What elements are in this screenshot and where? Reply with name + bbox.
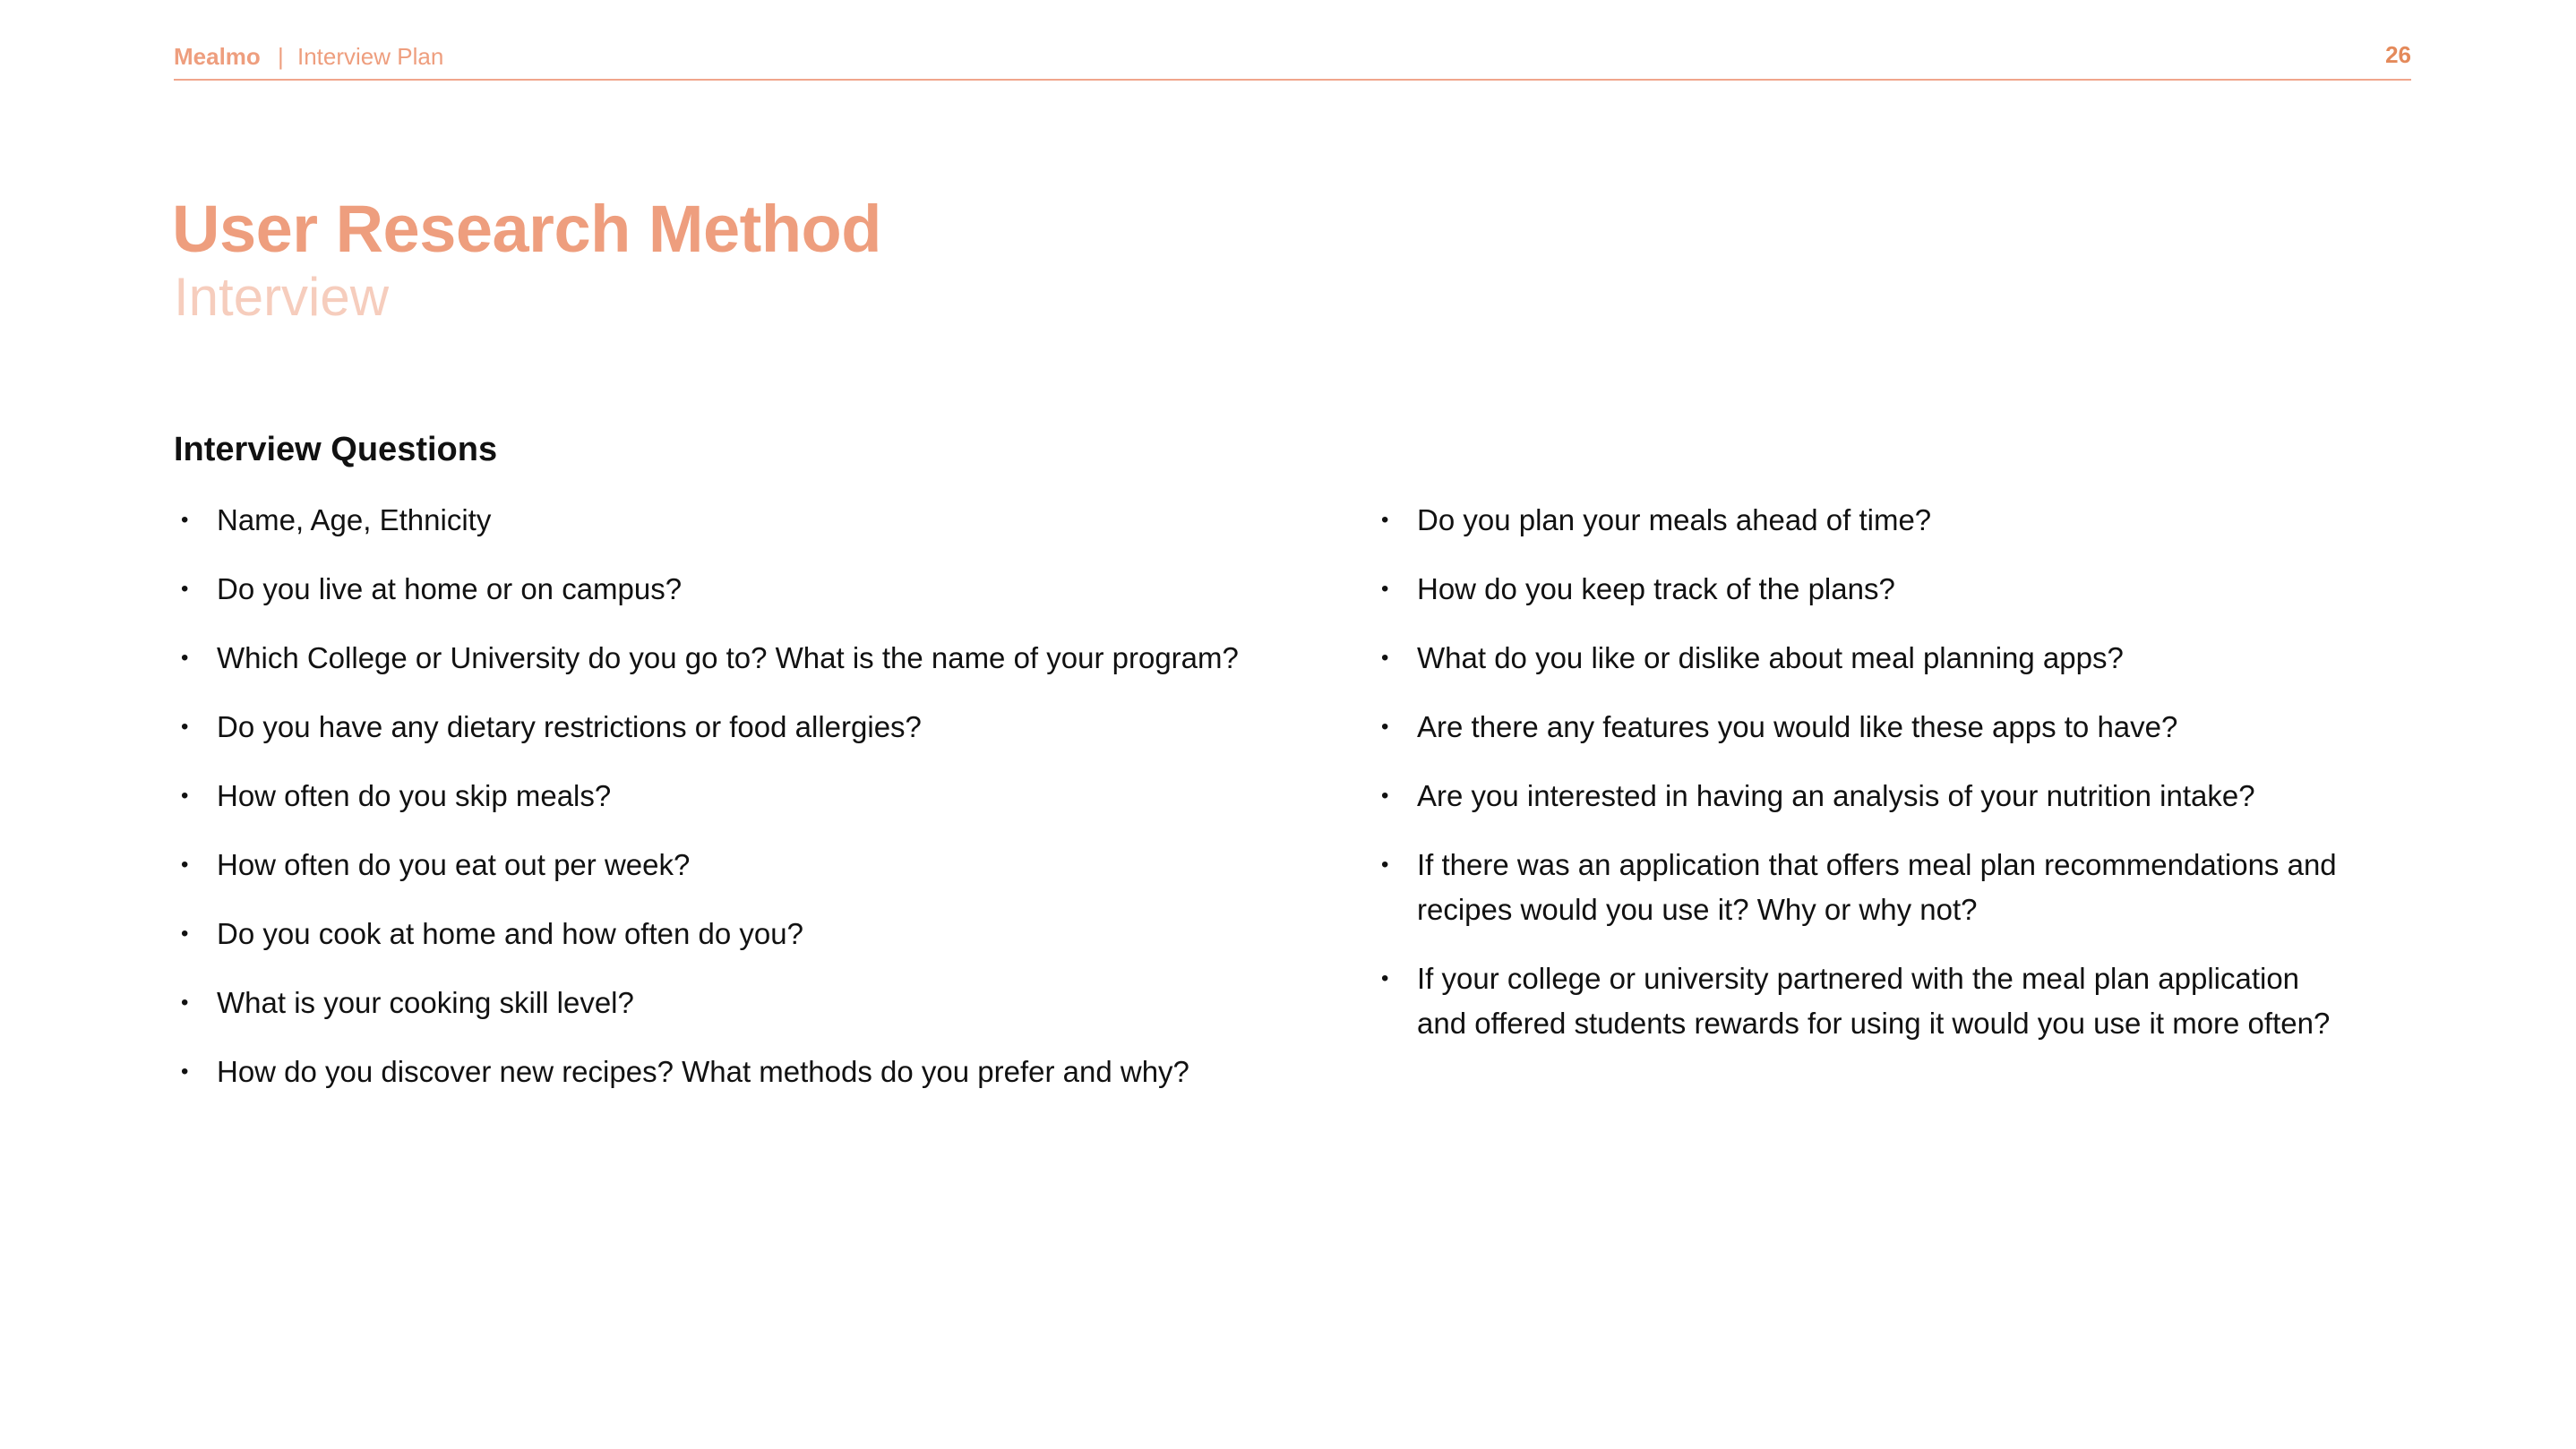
bullet-icon: • xyxy=(181,508,189,532)
page-header xyxy=(174,38,2411,81)
section-name: Interview Plan xyxy=(297,43,444,70)
header-separator: | xyxy=(278,43,284,70)
page-title: User Research Method xyxy=(172,192,881,266)
bullet-icon: • xyxy=(1381,966,1389,990)
question-item xyxy=(1374,498,2341,543)
question-text: Are you interested in having an analysis of your nutrition intake? xyxy=(1417,779,2255,812)
bullet-icon: • xyxy=(1381,577,1389,601)
question-text: Which College or University do you go to? What is the name of your program? xyxy=(217,641,1239,674)
question-text: Do you cook at home and how often do you? xyxy=(217,917,803,950)
bullet-icon: • xyxy=(1381,715,1389,739)
question-item xyxy=(174,567,1365,612)
page-number: 26 xyxy=(2385,41,2411,68)
question-list-left xyxy=(174,498,1365,1119)
bullet-icon: • xyxy=(181,646,189,670)
question-text: Do you plan your meals ahead of time? xyxy=(1417,503,1932,536)
bullet-icon: • xyxy=(181,853,189,877)
bullet-icon: • xyxy=(181,715,189,739)
bullet-icon: • xyxy=(181,784,189,808)
question-text: Do you live at home or on campus? xyxy=(217,572,683,605)
question-item xyxy=(1374,774,2341,819)
bullet-icon: • xyxy=(1381,646,1389,670)
question-text: If there was an application that offers meal plan recommendations and recipes would you use it? Why or why not? xyxy=(1417,848,2337,926)
question-text: How often do you skip meals? xyxy=(217,779,612,812)
question-item xyxy=(174,843,1365,887)
question-text: Name, Age, Ethnicity xyxy=(217,503,492,536)
bullet-icon: • xyxy=(181,1059,189,1084)
page-subtitle: Interview xyxy=(174,267,390,327)
question-item xyxy=(1374,705,2341,750)
question-item xyxy=(174,1050,1365,1094)
question-text: Do you have any dietary restrictions or food allergies? xyxy=(217,710,922,743)
question-item xyxy=(174,498,1365,543)
bullet-icon: • xyxy=(181,922,189,946)
question-item xyxy=(1374,636,2341,681)
question-text: What is your cooking skill level? xyxy=(217,986,634,1019)
bullet-icon: • xyxy=(1381,853,1389,877)
question-text: How often do you eat out per week? xyxy=(217,848,691,881)
bullet-icon: • xyxy=(181,990,189,1015)
question-text: How do you keep track of the plans? xyxy=(1417,572,1895,605)
question-text: Are there any features you would like these apps to have? xyxy=(1417,710,2178,743)
question-item xyxy=(174,636,1365,681)
question-item xyxy=(1374,843,2341,932)
question-item xyxy=(1374,956,2341,1046)
questions-heading: Interview Questions xyxy=(174,431,498,468)
question-text: If your college or university partnered with the meal plan application and offered students rewards for using it would you use it more often? xyxy=(1417,962,2331,1040)
question-text: How do you discover new recipes? What methods do you prefer and why? xyxy=(217,1055,1189,1088)
brand-name: Mealmo xyxy=(174,43,261,70)
question-item xyxy=(174,705,1365,750)
question-text: What do you like or dislike about meal planning apps? xyxy=(1417,641,2124,674)
question-item xyxy=(174,912,1365,956)
question-item xyxy=(1374,567,2341,612)
question-list-right xyxy=(1374,498,2341,1070)
bullet-icon: • xyxy=(1381,508,1389,532)
bullet-icon: • xyxy=(1381,784,1389,808)
bullet-icon: • xyxy=(181,577,189,601)
question-item xyxy=(174,981,1365,1025)
question-item xyxy=(174,774,1365,819)
